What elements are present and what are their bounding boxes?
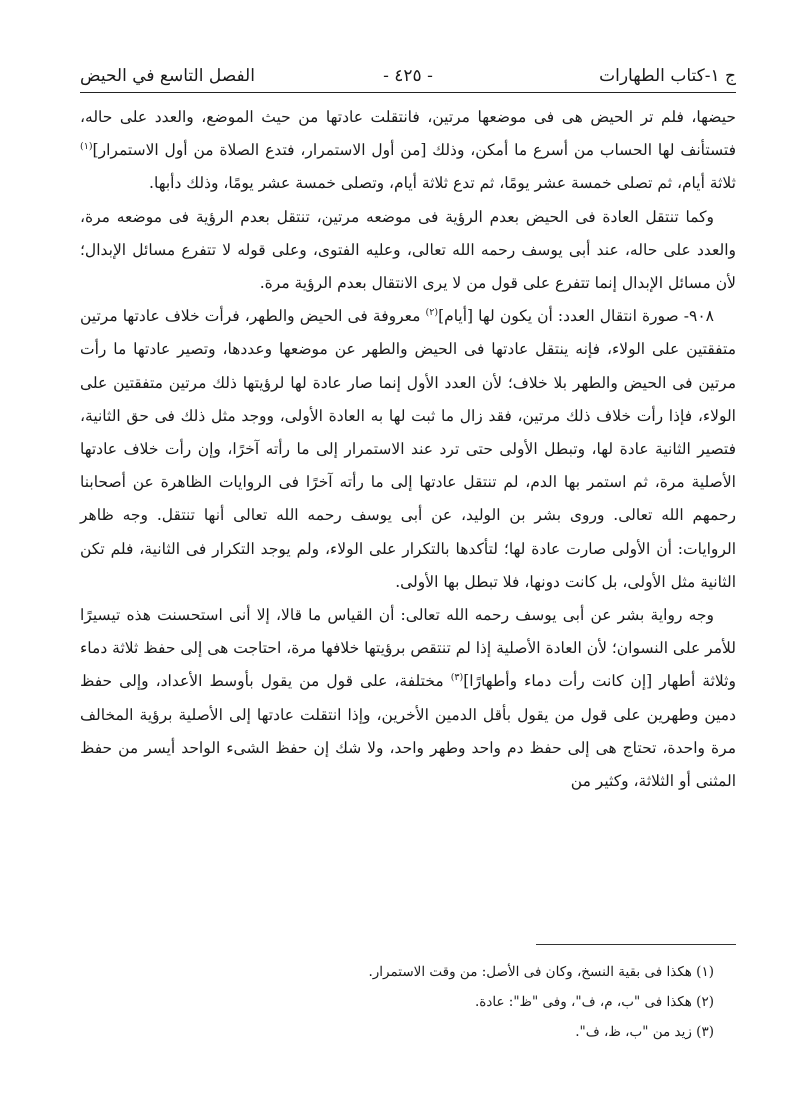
footnote-2: (٢) هكذا فى "ب، م، ف"، وفى "ظ": عادة. (474, 994, 714, 1010)
header-rule (80, 92, 736, 93)
page-number: - ٤٢٥ - (383, 66, 433, 86)
paragraph-4-part-b: مختلفة، على قول من يقول بأوسط الأعداد، وإلى حفظ دمين وطهرين على قول من يقول بأقل الدمين الأخرين، وإذا انتقلت عادتها إلى الأصلية برؤية المخالف مرة واحدة، تحتاج هى إلى حفظ دم واحد وطهر واحد، ولا شك إن حفظ الشىء الواحد أيسر من حفظ المثنى أو الثلاثة، وكثير من (80, 672, 736, 791)
paragraph-3 (80, 300, 736, 599)
running-header (80, 64, 736, 94)
footnote-ref-3: (٣) (450, 672, 464, 684)
paragraph-3-part-b: معروفة فى الحيض والطهر، فرأت خلاف عادتها مرتين متفقتين على الولاء، فإنه ينتقل عادتها فى الحيض والطهر عن موضعها وعددها، وتصير عادتها ما رأت مرتين فى الحيض والطهر بلا خلاف؛ لأن العدد الأول إنما صار عادة لها لرؤيتها ذلك مرتين متفقتين على الولاء، فإذا رأت خلاف ذلك مرتين، فقد زال ما ثبت لها به العادة الأولى، ووجد مثل ذلك فى حق الثانية، فتصير الثانية عادة لها، وتبطل الأولى حتى ترد عند الاستمرار إلى ما رأته آخرًا، وإن رأت خلاف عادتها الأصلية مرة، ثم استمر بها الدم، لم تنتقل عادتها إلى ما رأته آخرًا فى الروايات الظاهرة عن أصحابنا رحمهم الله تعالى. وروى بشر بن الوليد، عن أبى يوسف رحمه الله تعالى أنها تنتقل. وجه ظاهر الروايات: أن الأولى صارت عادة لها؛ لتأكدها بالتكرار على الولاء، ولم يوجد التكرار فى الثانية، فلم تكن الثانية مثل الأولى، بل كانت دونها، فلا تبطل بها الأولى. (80, 307, 736, 591)
paragraph-4 (80, 599, 736, 798)
footnote-1: (١) هكذا فى بقية النسخ، وكان فى الأصل: من وقت الاستمرار. (368, 964, 714, 980)
footnote-ref-2: (٢) (425, 307, 439, 319)
footnotes (80, 957, 736, 1047)
footnote-ref-1: (١) (80, 141, 93, 153)
paragraph-2: وكما تنتقل العادة فى الحيض بعدم الرؤية فى موضعه مرتين، تنتقل بعدم الرؤية فى موضعه مرة، والعدد على حاله، عند أبى يوسف رحمه الله تعالى، وعليه الفتوى، وعلى قوله لا تتفرع مسائل الإبدال؛ لأن مسائل الإبدال إنما تتفرع على قول من لا يرى الانتقال بعدم الرؤية مرة. (80, 207, 736, 293)
footnote-3: (٣) زيد من "ب، ظ، ف". (575, 1024, 714, 1040)
paragraph-1 (80, 101, 736, 201)
header-chapter: الفصل التاسع في الحيض (80, 66, 255, 86)
paragraph-4-part-a: وجه رواية بشر عن أبى يوسف رحمه الله تعالى: أن القياس ما قالا، إلا أنى استحسنت هذه تيسيرًا للأمر على النسوان؛ لأن العادة الأصلية إذا لم تنتقص برؤيتها خلافها مرة، احتاجت هى إلى حفظ ثلاثة دماء وثلاثة أطهار [إن كانت رأت دماء وأطهارًا] (80, 606, 736, 691)
footnote-rule (536, 944, 736, 945)
paragraph-1-part-a: حيضها، فلم تر الحيض هى فى موضعها مرتين، فانتقلت عادتها من حيث الموضع، والعدد على حاله، فتستأنف لها الحساب من أسرع ما أمكن، وذلك [من أول الاستمرار، فتدع الصلاة من أول الاستمرار] (80, 108, 736, 160)
main-text (80, 101, 736, 798)
paragraph-1-part-b: ثلاثة أيام، ثم تصلى خمسة عشر يومًا، ثم تدع ثلاثة أيام، وتصلى خمسة عشر يومًا، وذلك دأبها. (149, 174, 736, 193)
paragraph-3-part-a: ٩٠٨- صورة انتقال العدد: أن يكون لها [أيام] (438, 307, 715, 326)
header-volume-book: ج ١-كتاب الطهارات (599, 66, 736, 86)
